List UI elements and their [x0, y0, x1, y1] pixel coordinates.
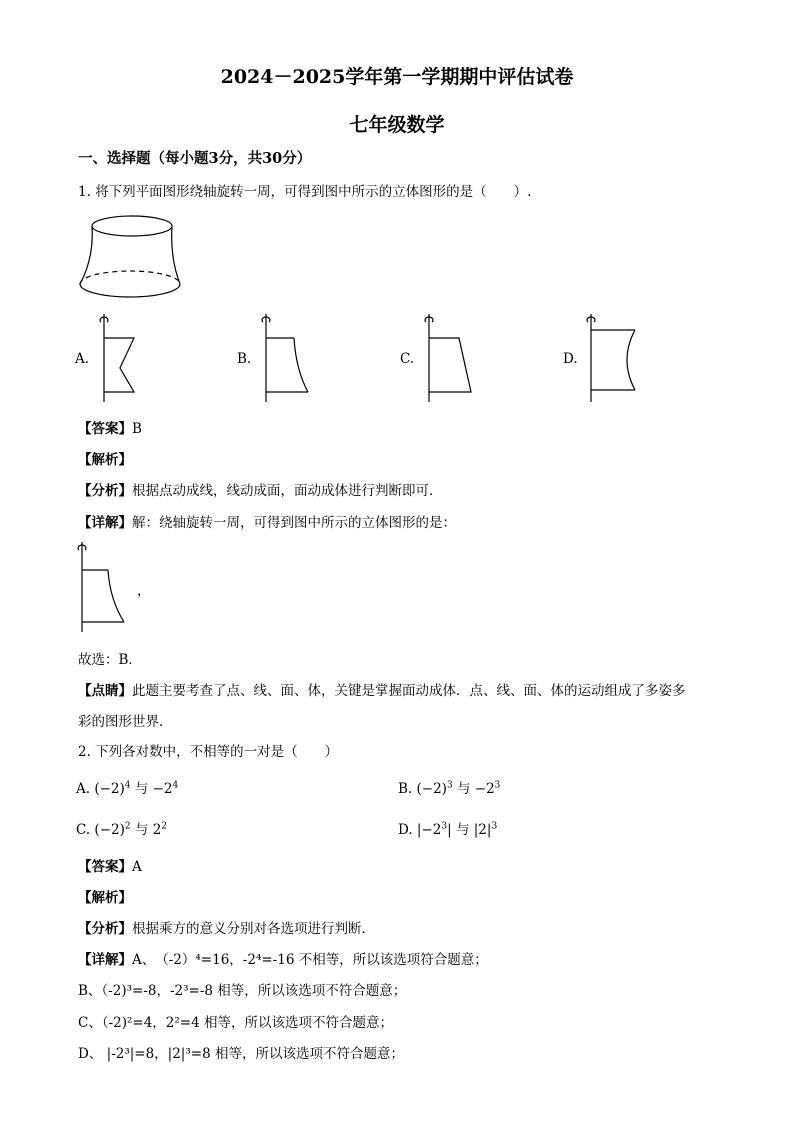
q1-option-d-label: D.	[563, 351, 578, 367]
q1-comment	[78, 679, 686, 699]
q1-detail-tag: 【详解】	[78, 515, 132, 531]
q1-comment-text: 此题主要考查了点、线、面、体，关键是掌握面动成体．点、线、面、体的运动组成了多姿多	[132, 683, 686, 699]
section-heading: 一、选择题（每小题3分，共30分）	[78, 150, 312, 167]
q1-option-a-label: A.	[75, 351, 90, 367]
q1-jiexi: 【解析】	[78, 452, 132, 468]
q2-option-b: B. $(-2)^3$ 与 $-2^3$	[398, 780, 501, 797]
q1-conclusion: 故选：B．	[78, 652, 142, 668]
q1-answer-tag: 【答案】	[78, 421, 132, 437]
q1-analysis	[78, 479, 443, 499]
q2-option-a-label: A.	[76, 781, 91, 797]
q2-jiexi: 【解析】	[78, 890, 132, 906]
q2-option-c-label: C.	[76, 822, 91, 838]
q2-analysis-text: 根据乘方的意义分别对各选项进行判断．	[132, 921, 375, 937]
q2-option-c: C. $(-2)^2$ 与 $2^2$	[76, 821, 168, 838]
q1-detail	[78, 511, 456, 531]
q2-detail-tag: 【详解】	[78, 952, 132, 968]
q2-option-b-label: B.	[398, 781, 413, 797]
q1-option-a-figure	[96, 310, 146, 405]
q1-comment-line2: 彩的图形世界．	[78, 714, 173, 730]
q2-detail-b: B、（-2)³=-8，-2³=-8 相等，所以该选项不符合题意；	[78, 983, 407, 999]
q2-option-d: D. $|-2^3|$ 与 $|2|^3$	[398, 821, 498, 838]
q1-detail-text: 解：绕轴旋转一周，可得到图中所示的立体图形的是：	[132, 515, 456, 531]
q1-answer	[78, 417, 142, 437]
q2-option-a: A. $(-2)^4$ 与 $-2^4$	[76, 780, 179, 797]
q2-detail-c: C、（-2)²=4，2²=4 相等，所以该选项不符合题意；	[78, 1015, 394, 1031]
q2-analysis	[78, 917, 375, 937]
solid-figure	[76, 206, 186, 302]
question-1-stem: 1. 将下列平面图形绕轴旋转一周，可得到图中所示的立体图形的是（ ）.	[78, 184, 532, 200]
q2-analysis-tag: 【分析】	[78, 921, 132, 937]
q1-option-c-figure	[421, 310, 481, 405]
q2-answer-value: A	[132, 859, 142, 875]
q1-option-b-label: B.	[237, 351, 252, 367]
q2-detail-a	[78, 948, 488, 968]
q2-detail-a-text: A、 （-2）⁴=16，-2⁴=-16 不相等，所以该选项符合题意；	[132, 952, 488, 968]
q1-option-c-label: C.	[400, 351, 415, 367]
q1-comment-tag: 【点睛】	[78, 683, 132, 699]
q1-detail-figure	[74, 538, 134, 636]
page-title: 2024－2025学年第一学期期中评估试卷	[220, 66, 574, 88]
q2-answer	[78, 855, 142, 875]
q1-option-b-figure	[258, 310, 318, 405]
q2-detail-d: D、 |-2³|=8，|2|³=8 相等，所以该选项不符合题意；	[78, 1046, 404, 1062]
q1-option-d-figure	[583, 310, 643, 405]
q1-analysis-tag: 【分析】	[78, 483, 132, 499]
page-subtitle: 七年级数学	[349, 114, 445, 136]
q2-option-d-label: D.	[398, 822, 413, 838]
question-2-stem: 2. 下列各对数中，不相等的一对是（ ）	[78, 744, 339, 760]
q1-answer-value: B	[132, 421, 142, 437]
q1-analysis-text: 根据点动成线，线动成面，面动成体进行判断即可．	[132, 483, 443, 499]
q2-answer-tag: 【答案】	[78, 859, 132, 875]
q1-detail-comma: ，	[137, 583, 151, 599]
